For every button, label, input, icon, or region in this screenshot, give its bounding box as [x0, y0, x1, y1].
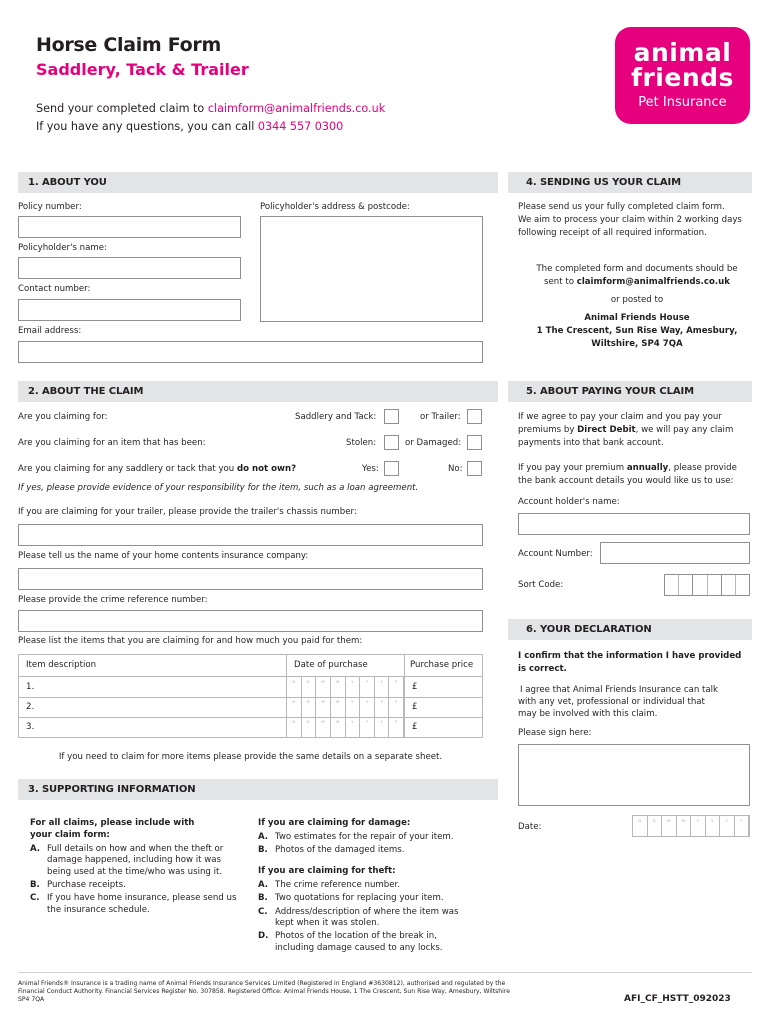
list-letter: B.	[258, 893, 268, 904]
address-line1: Animal Friends House	[584, 313, 690, 323]
list-letter: A.	[30, 844, 41, 854]
list-letter: B.	[30, 880, 40, 891]
list-text: Two quotations for replacing your item.	[275, 893, 444, 904]
col-item-description: Item description	[26, 660, 97, 670]
address-label: Policyholder's address & postcode:	[260, 202, 410, 212]
sending-p3: following receipt of all required information.	[518, 228, 707, 238]
send-prefix: Send your completed claim to	[36, 102, 208, 115]
item-row-3-currency: £	[412, 722, 418, 732]
list-letter: C.	[258, 906, 268, 917]
account-holder-label: Account holder's name:	[518, 497, 620, 507]
insurance-company-input[interactable]	[18, 568, 483, 590]
footer-divider	[18, 972, 752, 973]
trailer-label: or Trailer:	[420, 412, 461, 422]
crime-reference-label: Please provide the crime reference number:	[18, 595, 208, 605]
damage-title: If you are claiming for damage:	[258, 818, 411, 828]
crime-reference-input[interactable]	[18, 610, 483, 632]
items-intro: Please list the items that you are claiming for and how much you paid for them:	[18, 636, 363, 646]
list-letter: C.	[30, 893, 40, 904]
confirm-line1: I confirm that the information I have provided	[518, 651, 742, 661]
list-item	[30, 893, 240, 916]
items-row-line-2	[18, 717, 483, 718]
logo-line1: animal	[633, 38, 732, 67]
damaged-checkbox[interactable]	[467, 435, 482, 450]
date-label: Date:	[518, 822, 542, 832]
list-letter: A.	[258, 832, 269, 842]
paying-p5: the bank account details you would like us to use:	[518, 476, 734, 486]
item-row-1-currency: £	[412, 682, 418, 692]
paying-p4-suffix: , please provide	[668, 463, 737, 473]
call-number: 0344 557 0300	[257, 120, 344, 133]
item-status-question: Are you claiming for an item that has been:	[18, 438, 206, 448]
evidence-note: If yes, please provide evidence of your responsibility for the item, such as a loan agreement.	[18, 483, 419, 493]
stolen-label: Stolen:	[346, 438, 377, 448]
section-about-claim-header: 2. ABOUT THE CLAIM	[18, 381, 498, 402]
contact-label: Contact number:	[18, 284, 91, 294]
page-subtitle: Saddlery, Tack & Trailer	[36, 60, 249, 79]
sending-p2: We aim to process your claim within 2 working days	[518, 215, 742, 225]
account-number-input[interactable]	[600, 542, 750, 564]
footer-legal-line3: SP4 7QA	[18, 996, 45, 1004]
sending-p1: Please send us your fully completed claim form.	[518, 202, 725, 212]
agree-line2: with any vet, professional or individual that	[518, 697, 705, 707]
paying-p2-bold: Direct Debit	[577, 425, 636, 435]
list-text: Two estimates for the repair of your item.	[275, 832, 454, 842]
damage-list	[258, 832, 488, 857]
paying-p3: payments into that bank account.	[518, 438, 664, 448]
agree-line3: may be involved with this claim.	[518, 709, 658, 719]
list-item	[258, 845, 488, 856]
item-row-1-date[interactable]: D D M M Y Y Y Y	[287, 677, 404, 697]
email-input[interactable]	[18, 341, 483, 363]
address-line3: Wiltshire, SP4 7QA	[591, 339, 683, 349]
policy-number-label: Policy number:	[18, 202, 82, 212]
claim-type-question: Are you claiming for:	[18, 412, 108, 422]
sort-code-input[interactable]	[664, 574, 750, 596]
section-supporting-header: 3. SUPPORTING INFORMATION	[18, 779, 498, 800]
list-item	[258, 880, 468, 891]
list-text: Photos of the location of the break in, including damage caused to any locks.	[275, 931, 443, 953]
chassis-label: If you are claiming for your trailer, please provide the trailer's chassis number:	[18, 507, 357, 517]
name-input[interactable]	[18, 257, 241, 279]
send-email-link[interactable]: claimform@animalfriends.co.uk	[207, 102, 386, 115]
section-about-you-header: 1. ABOUT YOU	[18, 172, 498, 193]
sign-label: Please sign here:	[518, 728, 592, 738]
sending-c2-prefix: sent to	[544, 277, 577, 287]
item-row-3-label: 3.	[26, 722, 35, 732]
no-label: No:	[448, 464, 463, 474]
contact-input[interactable]	[18, 299, 241, 321]
theft-title: If you are claiming for theft:	[258, 866, 396, 876]
all-claims-title-1: For all claims, please include with	[30, 818, 195, 828]
sending-c2	[508, 277, 766, 288]
send-line	[36, 102, 385, 115]
saddlery-checkbox[interactable]	[384, 409, 399, 424]
confirm-line2: is correct.	[518, 664, 567, 674]
item-row-2-currency: £	[412, 702, 418, 712]
page-title: Horse Claim Form	[36, 34, 221, 56]
sending-c3: or posted to	[610, 295, 664, 305]
ownership-question	[18, 464, 296, 475]
list-item	[258, 832, 488, 843]
agree-line1: I agree that Animal Friends Insurance can talk	[520, 685, 718, 695]
name-label: Policyholder's name:	[18, 243, 107, 253]
account-holder-input[interactable]	[518, 513, 750, 535]
sending-c1: The completed form and documents should be	[536, 264, 738, 274]
saddlery-label: Saddlery and Tack:	[295, 412, 377, 422]
signature-box[interactable]	[518, 744, 750, 806]
all-claims-list	[30, 844, 240, 916]
theft-list	[258, 880, 468, 954]
list-letter: A.	[258, 880, 269, 890]
declaration-date-input[interactable]: D D M M Y Y Y Y	[632, 815, 750, 837]
yes-checkbox[interactable]	[384, 461, 399, 476]
damaged-label: or Damaged:	[405, 438, 462, 448]
list-text: If you have home insurance, please send us the insurance schedule.	[47, 893, 237, 915]
chassis-input[interactable]	[18, 524, 483, 546]
item-row-2-date[interactable]: D D M M Y Y Y Y	[287, 697, 404, 717]
paying-p4-bold: annually	[626, 463, 669, 473]
form-code: AFI_CF_HSTT_092023	[624, 994, 731, 1004]
list-item	[30, 844, 240, 878]
footer-legal-line1: Animal Friends® Insurance is a trading name of Animal Friends Insurance Services Limited (Registered in England #3630812), authorised and regulated by the	[18, 980, 506, 987]
item-row-3-date[interactable]: D D M M Y Y Y Y	[287, 717, 404, 737]
paying-p2	[518, 425, 733, 436]
items-table-divider-2	[404, 654, 405, 738]
list-text: Full details on how and when the theft or damage happened, including how it was being used at the time/who was using it.	[47, 844, 224, 877]
ownership-question-text: Are you claiming for any saddlery or tack that you	[18, 464, 237, 474]
section-sending-header: 4. SENDING US YOUR CLAIM	[508, 172, 752, 193]
col-date-of-purchase: Date of purchase	[294, 660, 368, 670]
footer-legal	[18, 980, 510, 1005]
email-label: Email address:	[18, 326, 82, 336]
list-item	[258, 931, 468, 954]
list-text: The crime reference number.	[275, 880, 400, 890]
list-text: Purchase receipts.	[47, 880, 126, 891]
address-line2: 1 The Crescent, Sun Rise Way, Amesbury,	[536, 326, 738, 336]
call-line	[36, 120, 343, 133]
list-text: Photos of the damaged items.	[275, 845, 405, 856]
items-table-header-line	[18, 676, 483, 677]
trailer-checkbox[interactable]	[467, 409, 482, 424]
call-prefix: If you have any questions, you can call	[36, 120, 258, 133]
list-text: Address/description of where the item was kept when it was stolen.	[275, 906, 459, 929]
paying-p1: If we agree to pay your claim and you pay your	[518, 412, 722, 422]
policy-number-input[interactable]	[18, 216, 241, 238]
logo-line3: Pet Insurance	[638, 95, 727, 110]
section-declaration-header: 6. YOUR DECLARATION	[508, 619, 752, 640]
col-purchase-price: Purchase price	[410, 660, 474, 670]
paying-p4-prefix: If you pay your premium	[518, 463, 627, 473]
paying-p2-prefix: premiums by	[518, 425, 578, 435]
item-row-2-label: 2.	[26, 702, 35, 712]
list-item	[258, 893, 468, 904]
all-claims-title-2: your claim form:	[30, 830, 110, 840]
section-paying-header: 5. ABOUT PAYING YOUR CLAIM	[508, 381, 752, 402]
footer-legal-line2: Financial Conduct Authority. Financial Services Register No. 307858. Registered Office: Animal Friends House, 1 The Crescent, Sun Rise Way, Amesbury, Wiltshire	[18, 988, 510, 996]
ownership-question-bold: do not own?	[236, 464, 297, 474]
stolen-checkbox[interactable]	[384, 435, 399, 450]
no-checkbox[interactable]	[467, 461, 482, 476]
yes-label: Yes:	[362, 464, 379, 474]
insurance-company-label: Please tell us the name of your home contents insurance company:	[18, 551, 309, 561]
list-letter: B.	[258, 845, 268, 856]
list-letter: D.	[258, 931, 269, 942]
sort-code-label: Sort Code:	[518, 580, 564, 590]
paying-p2-suffix: , we will pay any claim	[635, 425, 734, 435]
paying-p4	[518, 463, 737, 474]
address-input[interactable]	[260, 216, 483, 322]
animal-friends-logo	[615, 27, 750, 124]
item-row-1-label: 1.	[26, 682, 35, 692]
items-row-line-1	[18, 697, 483, 698]
more-items-note: If you need to claim for more items please provide the same details on a separate sheet.	[58, 752, 443, 762]
list-item	[258, 907, 468, 930]
account-number-label: Account Number:	[518, 549, 593, 559]
list-item	[30, 880, 240, 891]
sending-email-link[interactable]: claimform@animalfriends.co.uk	[576, 277, 730, 287]
logo-line2: friends	[631, 63, 734, 92]
